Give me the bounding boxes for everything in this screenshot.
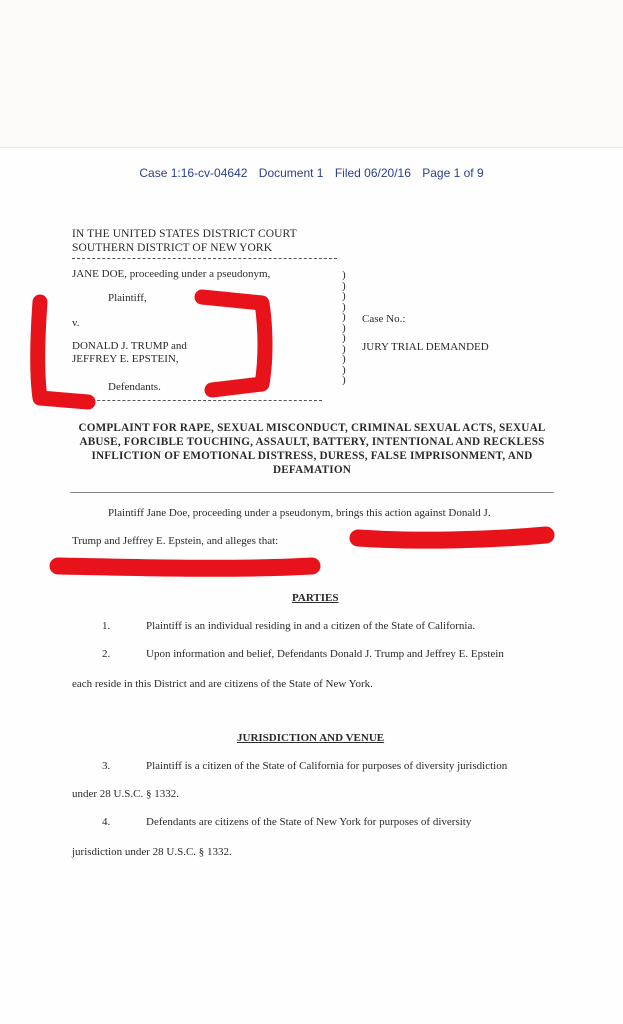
paragraph-1-number: 1.: [102, 620, 111, 632]
intro-line-2: Trump and Jeffrey E. Epstein, and alleges that:: [72, 535, 279, 547]
versus: v.: [72, 317, 80, 329]
parties-heading: PARTIES: [292, 592, 339, 604]
defendant-name-1: DONALD J. TRUMP and: [72, 340, 187, 352]
paragraph-1-text: Plaintiff is an individual residing in and a citizen of the State of California.: [146, 620, 476, 632]
page-count: Page 1 of 9: [422, 166, 484, 180]
paragraph-2-number: 2.: [102, 648, 111, 660]
red-redaction-line-2: [58, 566, 312, 568]
defendant-name-2: JEFFREY E. EPSTEIN,: [72, 353, 179, 365]
filed-date: Filed 06/20/16: [334, 166, 411, 180]
paragraph-3-continuation: under 28 U.S.C. § 1332.: [72, 788, 179, 800]
document-number: Document 1: [258, 166, 324, 180]
paragraph-3-text: Plaintiff is a citizen of the State of California for purposes of diversity jurisdiction: [146, 760, 508, 772]
paragraph-4-continuation: jurisdiction under 28 U.S.C. § 1332.: [72, 846, 232, 858]
plaintiff-name: JANE DOE, proceeding under a pseudonym,: [72, 268, 271, 280]
intro-line-1: Plaintiff Jane Doe, proceeding under a pseudonym, brings this action against Donald J.: [108, 507, 491, 519]
paragraph-4-number: 4.: [102, 816, 111, 828]
court-name-line2: SOUTHERN DISTRICT OF NEW YORK: [72, 242, 273, 254]
jurisdiction-heading: JURISDICTION AND VENUE: [237, 732, 385, 744]
case-number: Case 1:16-cv-04642: [139, 166, 248, 180]
red-redaction-line-1: [358, 535, 546, 540]
paragraph-2-text: Upon information and belief, Defendants Donald J. Trump and Jeffrey E. Epstein: [146, 648, 504, 660]
paragraph-3-number: 3.: [102, 760, 111, 772]
defendant-role: Defendants.: [108, 381, 161, 393]
plaintiff-role: Plaintiff,: [108, 292, 147, 304]
paragraph-2-continuation: each reside in this District and are citizens of the State of New York.: [72, 678, 373, 690]
red-right-bracket-mark: [202, 297, 265, 390]
paragraph-4-text: Defendants are citizens of the State of New York for purposes of diversity: [146, 816, 472, 828]
court-name-line1: IN THE UNITED STATES DISTRICT COURT: [72, 228, 297, 240]
red-left-bracket-mark: [38, 302, 88, 402]
complaint-title: COMPLAINT FOR RAPE, SEXUAL MISCONDUCT, CRIMINAL SEXUAL ACTS, SEXUAL ABUSE, FORCIBLE TOUCHING, ASSAULT, BATTERY, INTENTIONAL AND RECKLESS INFLICTION OF EMOTIONAL DISTRESS, DURESS, FALSE IMPRISONMENT, AND DEFAMATION: [78, 422, 546, 476]
jury-demand: JURY TRIAL DEMANDED: [362, 341, 489, 353]
caption-paren-column: ) ) ) ) ) ) ) ) ) ) ): [342, 269, 346, 386]
case-no-label: Case No.:: [362, 313, 406, 325]
